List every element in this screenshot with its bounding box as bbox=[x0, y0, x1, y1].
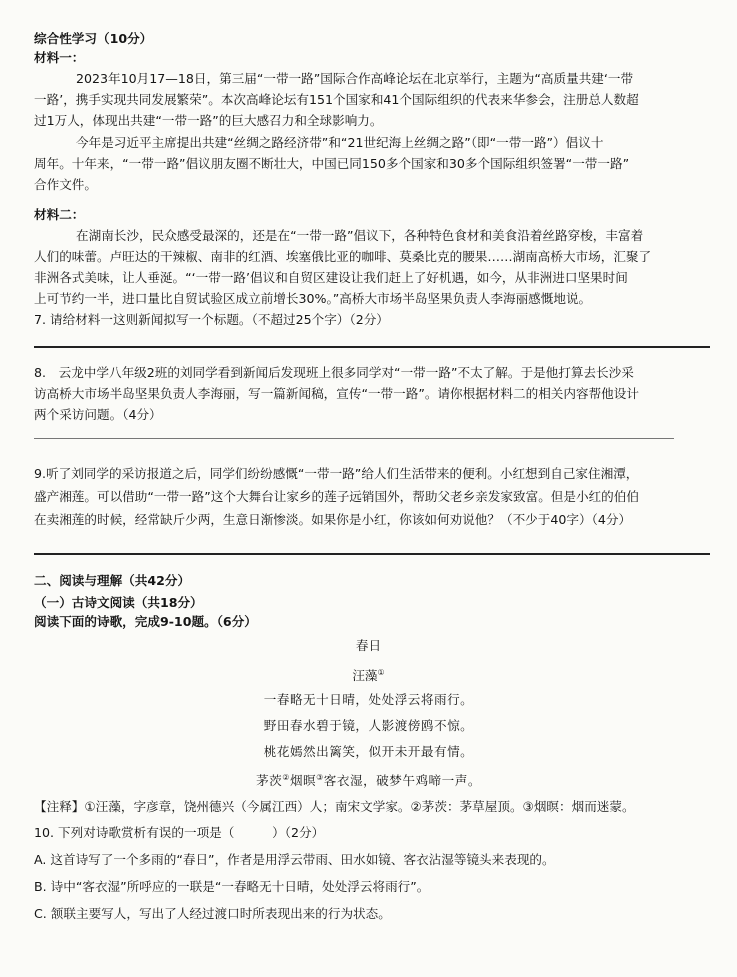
poem-line-4 bbox=[0, 769, 737, 790]
part2-title: 二、阅读与理解（共42分） bbox=[34, 573, 191, 588]
question-10-option-c[interactable]: C. 颔联主要写人，写出了人经过渡口时所表现出来的行为状态。 bbox=[34, 906, 391, 921]
material2-line2: 人们的味蕾。卢旺达的干辣椒、南非的红酒、埃塞俄比亚的咖啡、莫桑比克的腰果……湖南高桥大市场，汇聚了 bbox=[34, 249, 652, 264]
material1-p2-line1: 今年是习近平主席提出共建“丝绸之路经济带”和“21世纪海上丝绸之路”（即“一带一路”）倡议十 bbox=[76, 135, 604, 150]
material1-p1-line2: 一路’，携手实现共同发展繁荣”。本次高峰论坛有151个国家和41个国际组织的代表来华参会，注册总人数超 bbox=[34, 92, 639, 107]
question-8-line2: 访高桥大市场半岛坚果负责人李海丽，写一篇新闻稿，宣传“一带一路”。请你根据材料二的相关内容帮他设计 bbox=[34, 386, 639, 401]
answer-line-q8[interactable] bbox=[34, 438, 674, 439]
poem-author-note-mark: ① bbox=[377, 668, 385, 677]
poem-line4-part-b: 烟暝 bbox=[289, 773, 317, 789]
question-9-line1: 9.听了刘同学的采访报道之后，同学们纷纷感慨“一带一路”给人们生活带来的便利。小红想到自己家住湘潭， bbox=[34, 466, 639, 481]
question-8-line1: 8. 云龙中学八年级2班的刘同学看到新闻后发现班上很多同学对“一带一路”不太了解。于是他打算去长沙采 bbox=[34, 365, 634, 380]
question-7: 7. 请给材料一这则新闻拟写一个标题。（不超过25个字）（2分） bbox=[34, 312, 389, 327]
question-9-line3: 在卖湘莲的时候，经常缺斤少两，生意日渐惨淡。如果你是小红，你该如何劝说他？（不少于40字）（4分） bbox=[34, 512, 632, 527]
material1-label: 材料一： bbox=[34, 50, 85, 65]
question-8-line3: 两个采访问题。（4分） bbox=[34, 407, 162, 422]
poem-title: 春日 bbox=[355, 638, 382, 653]
answer-line-q7[interactable] bbox=[34, 346, 710, 348]
material1-p2-line3: 合作文件。 bbox=[34, 177, 97, 192]
material2-line3: 非洲各式美味，让人垂涎。“‘一带一路’倡议和自贸区建设让我们赶上了好机遇，如今，从非洲进口坚果时间 bbox=[34, 270, 628, 285]
question-9-line2: 盛产湘莲。可以借助“一带一路”这个大舞台让家乡的莲子远销国外，帮助父老乡亲发家致富。但是小红的伯伯 bbox=[34, 489, 639, 504]
poem-line4-part-a: 茅茨 bbox=[256, 773, 283, 789]
material1-p1-line1: 2023年10月17—18日，第三届“一带一路”国际合作高峰论坛在北京举行，主题为“高质量共建‘一带 bbox=[76, 71, 634, 86]
poem-line4-note-2: ② bbox=[282, 773, 290, 782]
material1-p2-line2: 周年。十年来，“一带一路”倡议朋友圈不断壮大，中国已同150多个国家和30多个国际组织签署“一带一路” bbox=[34, 156, 630, 171]
poem-line-1: 一春略无十日晴，处处浮云将雨行。 bbox=[263, 692, 474, 707]
question-10-option-a[interactable]: A. 这首诗写了一个多雨的“春日”，作者是用浮云带雨、田水如镜、客衣沾湿等镜头来表现的。 bbox=[34, 852, 555, 867]
poem-author bbox=[0, 664, 737, 685]
material2-line1: 在湖南长沙，民众感受最深的，还是在“一带一路”倡议下，各种特色食材和美食沿着丝路穿梭，丰富着 bbox=[76, 228, 644, 243]
poem-line-3: 桃花嫣然出篱笑，似开未开最有情。 bbox=[263, 744, 474, 759]
question-10-option-b[interactable]: B. 诗中“客衣湿”所呼应的一联是“一春略无十日晴，处处浮云将雨行”。 bbox=[34, 879, 430, 894]
section-title: 综合性学习（10分） bbox=[34, 31, 153, 46]
poem-notes: 【注释】①汪藻，字彦章，饶州德兴（今属江西）人；南宋文学家。②茅茨：茅草屋顶。③烟暝：烟而迷蒙。 bbox=[34, 799, 635, 814]
poem-line4-part-c: 客衣湿，破梦午鸡啼一声。 bbox=[323, 773, 481, 789]
material1-p1-line3: 过1万人，体现出共建“一带一路”的巨大感召力和全球影响力。 bbox=[34, 113, 383, 128]
question-10-stem: 10. 下列对诗歌赏析有误的一项是（ ）（2分） bbox=[34, 825, 325, 840]
material2-label: 材料二： bbox=[34, 207, 85, 222]
poem-author-name: 汪藻 bbox=[352, 668, 378, 684]
answer-line-q9[interactable] bbox=[34, 553, 710, 555]
poem-line-2: 野田春水碧于镜，人影渡傍鸥不惊。 bbox=[263, 718, 474, 733]
part2-instruction: 阅读下面的诗歌，完成9-10题。（6分） bbox=[34, 614, 257, 629]
material2-line4: 上可节约一半，进口量比自贸试验区成立前增长30%。”高桥大市场半岛坚果负责人李海丽感慨地说。 bbox=[34, 291, 592, 306]
part2-subtitle: （一）古诗文阅读（共18分） bbox=[34, 595, 203, 610]
poem-line4-note-3: ③ bbox=[316, 773, 324, 782]
